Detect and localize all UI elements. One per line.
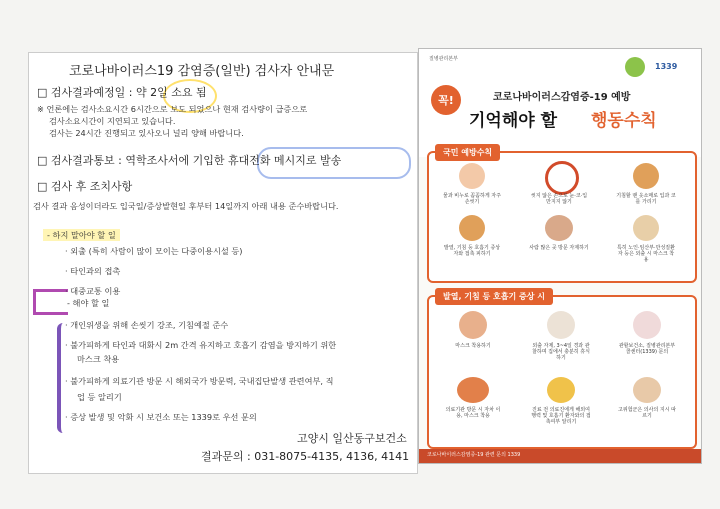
list-item: 업 등 알리기 (77, 392, 122, 402)
purple-bracket-mark (33, 289, 68, 315)
poster-title-line1: 코로나바이러스감염증-19 예방 (493, 92, 631, 103)
call-center-icon (633, 311, 661, 339)
stay-home-icon (547, 311, 575, 339)
car-icon (457, 377, 489, 403)
caption: 마스크 착용하기 (455, 343, 491, 349)
crowd-icon (545, 215, 573, 241)
notice-sheet (28, 52, 418, 474)
mask-person-icon (459, 311, 487, 339)
note-line: 검사 결과 음성이더라도 입국일/증상발현일 후부터 14일까지 아래 내용 준수바랍니다. (33, 201, 339, 211)
list-item: · 개인위생을 위해 손씻기 강조, 기침예절 준수 (65, 320, 229, 330)
poster-title-orange: 행동수칙 (591, 111, 657, 131)
caption: 외출 자제, 3~4일 경과 관찰하며 집에서 충분히 휴식하기 (532, 343, 590, 361)
elderly-mask-icon (633, 215, 659, 241)
caption: 관할보건소, 질병관리본부 콜센터(1339) 문의 (618, 343, 676, 355)
caption: 씻지 않은 손으로 눈·코·입 만지지 않기 (530, 193, 588, 205)
list-item: · 외출 (특히 사람이 많이 모이는 다중이용시설 등) (65, 246, 243, 256)
handwashing-icon (459, 163, 485, 189)
note-line: 검사는 24시간 진행되고 있사오니 널리 양해 바랍니다. (49, 128, 244, 138)
caption: 의료기관 방문 시 자차 이용, 마스크 착용 (445, 407, 501, 419)
caption: 기침할 땐 옷소매로 입과 코를 가리기 (616, 193, 676, 205)
caption: 발열, 기침 등 호흡기 증상자와 접촉 피하기 (443, 245, 501, 257)
caption: 사람 많은 곳 방문 자제하기 (529, 245, 589, 251)
badge-icon: 꼭! (431, 85, 461, 115)
no-face-touching-icon (545, 161, 579, 195)
poster-header (419, 49, 701, 157)
doctor-consult-icon (547, 377, 575, 403)
list-item: 마스크 착용 (77, 354, 120, 364)
note-line: ※ 언론에는 검사소요시간 6시간으로 보도 되었으나 현재 검사량이 급증으로 (37, 104, 308, 114)
dont-heading: - 하지 말아야 할 일 (43, 229, 120, 241)
avoid-contact-icon (459, 215, 485, 241)
organization-name: 고양시 일산동구보건소 (297, 432, 407, 445)
caption: 특히 노인·임산부·만성질환자 등은 외출 시 마스크 착용 (617, 245, 675, 263)
contact-line: 결과문의 : 031-8075-4135, 4136, 4141 (201, 450, 410, 463)
section-after-test: □ 검사 후 조치사항 (37, 180, 133, 193)
doctor-icon (633, 377, 661, 403)
cough-sleeve-icon (633, 163, 659, 189)
list-item: · 불가피하게 의료기관 방문 시 해외국가 방문력, 국내집단발생 관련여부, 직 (65, 376, 334, 386)
list-item: · 불가피하게 타인과 대화시 2m 간격 유지하고 호흡기 감염을 방지하기 위한 (65, 340, 337, 350)
section-result-notice: □ 검사결과통보 : 역학조사서에 기입한 휴대전화 메시지로 발송 (37, 154, 342, 167)
symptom-section (427, 292, 697, 449)
prevention-section (427, 148, 697, 283)
poster-title-black: 기억해야 할 (469, 111, 558, 131)
hotline-logo: 1339 (655, 62, 678, 71)
do-heading: - 해야 할 일 (67, 298, 110, 308)
poster-footer (419, 449, 701, 463)
caption: 고위험군은 의사의 지시 따르기 (618, 407, 676, 419)
section-result-date: □ 검사결과예정일 : 약 2일 소요 됨 (37, 86, 207, 99)
list-item: · 타인과의 접촉 (65, 266, 121, 276)
caption: 물과 비누로 꼼꼼하게 자주 손씻기 (443, 193, 501, 205)
prevention-poster (418, 48, 702, 464)
section-tab: 발열, 기침 등 호흡기 증상 시 (435, 288, 553, 305)
note-line: 검사소요시간이 지연되고 있습니다. (49, 116, 176, 126)
ministry-label: 질병관리본부 (429, 56, 458, 62)
list-item: · 증상 발생 및 악화 시 보건소 또는 1339로 우선 문의 (65, 412, 257, 422)
notice-title: 코로나바이러스19 감염증(일반) 검사자 안내문 (69, 64, 335, 79)
section-tab: 국민 예방수칙 (435, 144, 500, 161)
mascot-logo-icon (625, 57, 645, 77)
footer-text: 코로나바이러스감염증-19 관련 문의 1339 (427, 452, 521, 458)
caption: 진료 전 의료진에게 해외여행력 및 호흡기 환자와의 접촉여부 알리기 (531, 407, 591, 425)
list-item: · 대중교통 이용 (65, 286, 121, 296)
